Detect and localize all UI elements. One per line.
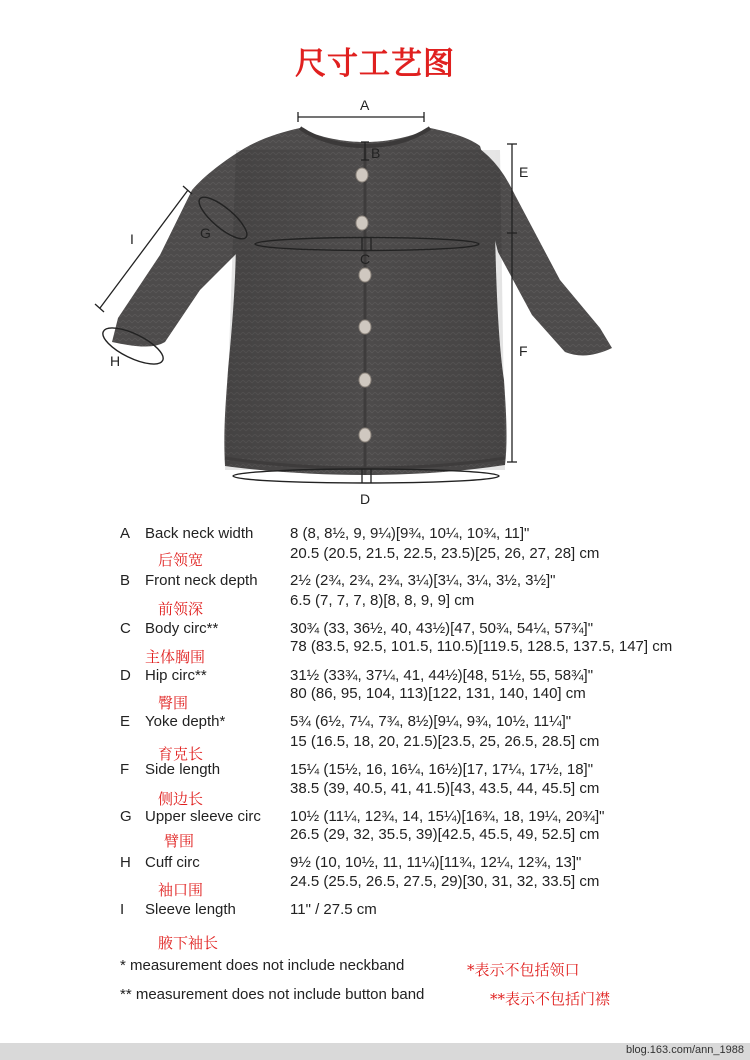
row-imperial: 30¾ (33, 36½, 40, 43½)[47, 50¾, 54¼, 57¾]"	[290, 620, 594, 637]
row-metric: 20.5 (20.5, 21.5, 22.5, 23.5)[25, 26, 27, 28] cm	[290, 545, 600, 562]
row-imperial: 5¾ (6½, 7¼, 7¾, 8½)[9¼, 9¾, 10½, 11¼]"	[290, 713, 572, 730]
row-metric: 80 (86, 95, 104, 113)[122, 131, 140, 140] cm	[290, 685, 586, 702]
row-name: Back neck width	[145, 525, 254, 542]
row-letter: F	[120, 761, 130, 778]
label-g: G	[200, 225, 211, 241]
label-c: C	[360, 251, 371, 267]
row-letter: D	[120, 667, 131, 684]
footnote-button-band: ** measurement does not include button band	[120, 986, 425, 1003]
row-name: Sleeve length	[145, 901, 236, 918]
row-chinese-note: 主体胸围	[145, 648, 206, 666]
row-chinese-note: 后领宽	[158, 551, 204, 569]
row-metric: 6.5 (7, 7, 7, 8)[8, 8, 9, 9] cm	[290, 592, 475, 609]
footnote-neckband-cn: *表示不包括领口	[467, 961, 580, 979]
page-title: 尺寸工艺图	[295, 46, 455, 82]
row-chinese-note: 侧边长	[158, 790, 204, 808]
label-f: F	[519, 343, 528, 359]
row-imperial: 11" / 27.5 cm	[290, 901, 377, 918]
row-letter: G	[120, 808, 132, 825]
row-letter: A	[120, 525, 131, 542]
label-e: E	[519, 164, 529, 180]
row-chinese-note: 臀围	[158, 694, 189, 712]
label-a: A	[360, 97, 370, 113]
label-h: H	[110, 353, 121, 369]
row-metric: 78 (83.5, 92.5, 101.5, 110.5)[119.5, 128.5, 137.5, 147] cm	[290, 638, 673, 655]
footer-bar	[0, 1043, 750, 1060]
footnote-neckband: * measurement does not include neckband	[120, 957, 405, 974]
row-name: Upper sleeve circ	[145, 808, 261, 825]
label-d: D	[360, 491, 371, 507]
cardigan-schematic	[0, 80, 750, 520]
row-letter: H	[120, 854, 131, 871]
row-chinese-note: 腋下袖长	[158, 934, 219, 952]
schematic-figure	[0, 80, 750, 520]
row-chinese-note: 臂围	[164, 832, 195, 850]
row-metric: 26.5 (29, 32, 35.5, 39)[42.5, 45.5, 49, 52.5] cm	[290, 826, 600, 843]
row-imperial: 15¼ (15½, 16, 16¼, 16½)[17, 17¼, 17½, 18]"	[290, 761, 594, 778]
row-imperial: 2½ (2¾, 2¾, 2¾, 3¼)[3¼, 3¼, 3½, 3½]"	[290, 572, 556, 589]
row-imperial: 8 (8, 8½, 9, 9¼)[9¾, 10¼, 10¾, 11]"	[290, 525, 530, 542]
row-letter: B	[120, 572, 131, 589]
row-chinese-note: 育克长	[158, 745, 204, 763]
row-name: Hip circ**	[145, 667, 207, 684]
row-imperial: 10½ (11¼, 12¾, 14, 15¼)[16¾, 18, 19¼, 20¾]"	[290, 808, 605, 825]
row-name: Body circ**	[145, 620, 219, 637]
footer-url[interactable]: blog.163.com/ann_1988	[625, 1044, 744, 1056]
row-metric: 24.5 (25.5, 26.5, 27.5, 29)[30, 31, 32, 33.5] cm	[290, 873, 600, 890]
cardigan-photo	[112, 128, 612, 475]
footnote-button-band-cn: **表示不包括门襟	[490, 990, 611, 1008]
row-chinese-note: 前领深	[158, 600, 204, 618]
row-imperial: 31½ (33¾, 37¼, 41, 44½)[48, 51½, 55, 58¾]"	[290, 667, 594, 684]
row-name: Yoke depth*	[145, 713, 226, 730]
row-metric: 38.5 (39, 40.5, 41, 41.5)[43, 43.5, 44, 45.5] cm	[290, 780, 600, 797]
row-name: Cuff circ	[145, 854, 200, 871]
row-name: Front neck depth	[145, 572, 258, 589]
row-letter: E	[120, 713, 131, 730]
label-b: B	[371, 145, 381, 161]
row-imperial: 9½ (10, 10½, 11, 11¼)[11¾, 12¼, 12¾, 13]"	[290, 854, 582, 871]
row-name: Side length	[145, 761, 221, 778]
label-i: I	[130, 231, 134, 247]
row-letter: C	[120, 620, 131, 637]
row-metric: 15 (16.5, 18, 20, 21.5)[23.5, 25, 26.5, 28.5] cm	[290, 733, 600, 750]
row-letter: I	[120, 901, 125, 918]
row-chinese-note: 袖口围	[158, 881, 204, 899]
measure-a	[298, 97, 424, 122]
